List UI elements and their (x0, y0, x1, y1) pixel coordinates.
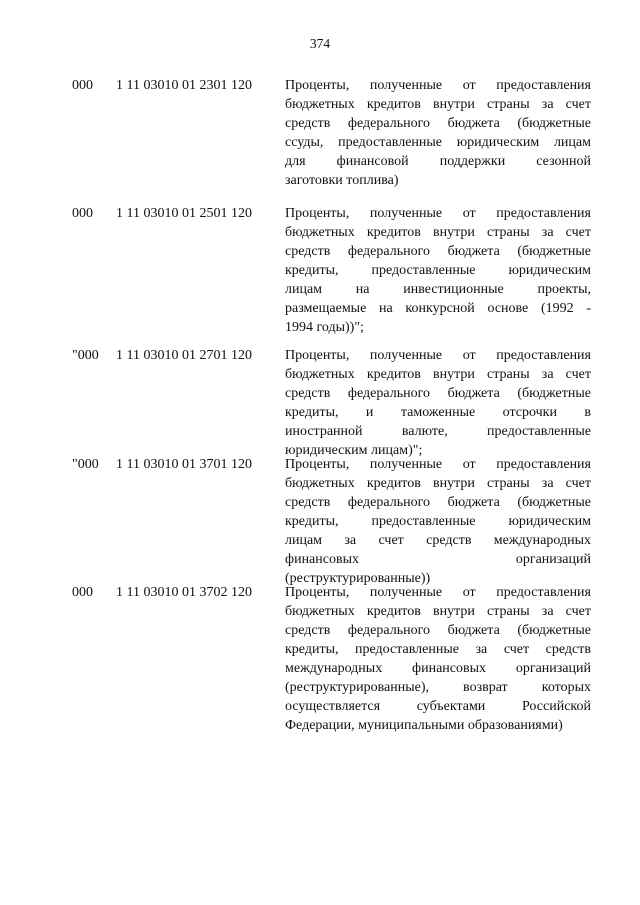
description-line: Проценты, полученные от предоставления (285, 78, 591, 93)
description-line: средств федерального бюджета (бюджетные (285, 623, 591, 638)
administrator-code: "000 (72, 348, 99, 363)
description-line: средств федерального бюджета (бюджетные (285, 386, 591, 401)
administrator-code: 000 (72, 206, 93, 221)
description-line: размещаемые на конкурсной основе (1992 - (285, 301, 591, 316)
budget-classification-code: 1 11 03010 01 2501 120 (116, 206, 252, 221)
description-line: бюджетных кредитов внутри страны за счет (285, 604, 591, 619)
description-line: лицам за счет средств международных (285, 533, 591, 548)
description-line: заготовки топлива) (285, 173, 399, 188)
description-line: (реструктурированные)) (285, 571, 431, 586)
budget-classification-code: 1 11 03010 01 3702 120 (116, 585, 252, 600)
description-line: (реструктурированные), возврат которых (285, 680, 591, 695)
budget-classification-code: 1 11 03010 01 2701 120 (116, 348, 252, 363)
description-line: для финансовой поддержки сезонной (285, 154, 591, 169)
description-line: юридическим лицам)"; (285, 443, 423, 458)
page-number: 374 (309, 36, 331, 51)
budget-classification-code: 1 11 03010 01 3701 120 (116, 457, 252, 472)
description-line: Проценты, полученные от предоставления (285, 457, 591, 472)
revenue-description (285, 204, 591, 337)
revenue-description (285, 346, 591, 460)
budget-classification-code: 1 11 03010 01 2301 120 (116, 78, 252, 93)
description-line: кредиты, предоставленные юридическим (285, 263, 591, 278)
description-line: кредиты, предоставленные за счет средств (285, 642, 591, 657)
description-line: Проценты, полученные от предоставления (285, 348, 591, 363)
description-line: средств федерального бюджета (бюджетные (285, 495, 591, 510)
description-line: Федерации, муниципальными образованиями) (285, 718, 563, 733)
description-line: финансовых организаций (285, 552, 591, 567)
description-line: лицам на инвестиционные проекты, (285, 282, 591, 297)
description-line: 1994 годы))"; (285, 320, 364, 335)
description-line: бюджетных кредитов внутри страны за счет (285, 225, 591, 240)
description-line: Проценты, полученные от предоставления (285, 585, 591, 600)
description-line: средств федерального бюджета (бюджетные (285, 116, 591, 131)
description-line: Проценты, полученные от предоставления (285, 206, 591, 221)
description-line: иностранной валюте, предоставленные (285, 424, 591, 439)
description-line: бюджетных кредитов внутри страны за счет (285, 476, 591, 491)
revenue-description (285, 455, 591, 588)
revenue-description (285, 583, 591, 735)
description-line: кредиты, предоставленные юридическим (285, 514, 591, 529)
administrator-code: 000 (72, 78, 93, 93)
description-line: кредиты, и таможенные отсрочки в (285, 405, 591, 420)
description-line: бюджетных кредитов внутри страны за счет (285, 367, 591, 382)
description-line: средств федерального бюджета (бюджетные (285, 244, 591, 259)
description-line: ссуды, предоставленные юридическим лицам (285, 135, 591, 150)
description-line: бюджетных кредитов внутри страны за счет (285, 97, 591, 112)
revenue-description (285, 76, 591, 190)
description-line: международных финансовых организаций (285, 661, 591, 676)
description-line: осуществляется субъектами Российской (285, 699, 591, 714)
administrator-code: "000 (72, 457, 99, 472)
administrator-code: 000 (72, 585, 93, 600)
